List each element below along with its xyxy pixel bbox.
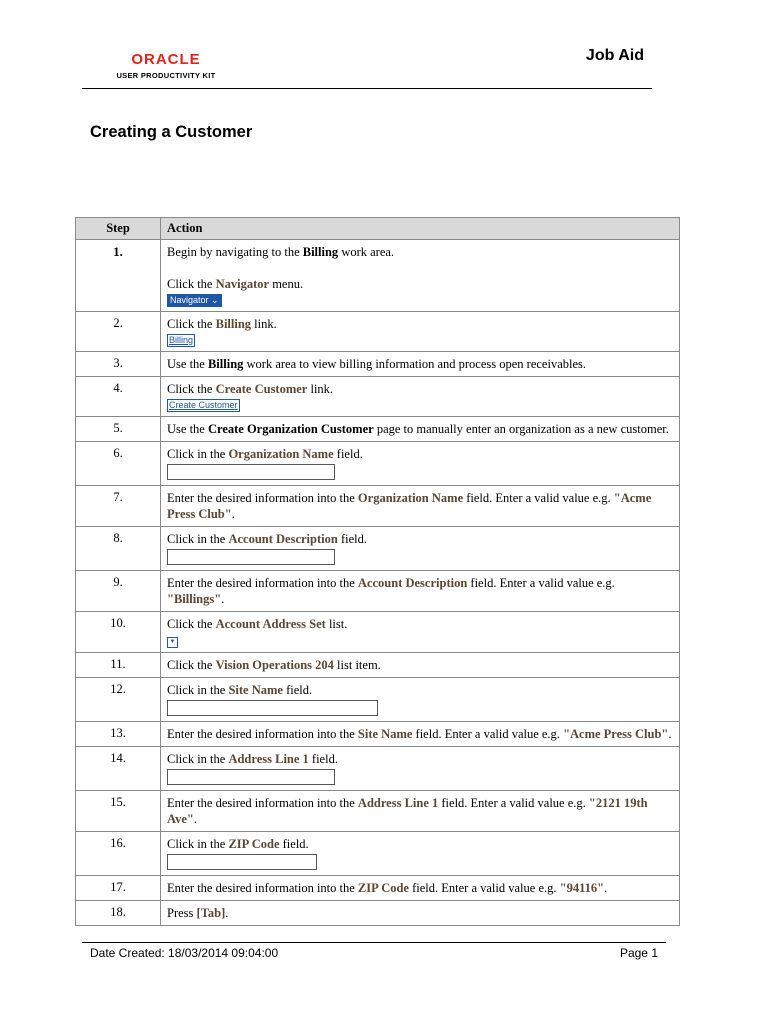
step-action: Use the Create Organization Customer page to manually enter an organization as a new customer.: [161, 417, 680, 442]
step-number: 15.: [76, 791, 161, 832]
step-action: Click in the ZIP Code field.: [161, 832, 680, 876]
step-action: Enter the desired information into the ZIP Code field. Enter a valid value e.g. "94116".: [161, 876, 680, 901]
table-row: [76, 747, 680, 791]
oracle-upk-logo: [106, 52, 226, 80]
step-action: Enter the desired information into the Address Line 1 field. Enter a valid value e.g. "2121 19th Ave".: [161, 791, 680, 832]
step-number: 18.: [76, 901, 161, 926]
col-step-header: Step: [76, 218, 161, 240]
billing-link[interactable]: Billing: [169, 335, 194, 345]
table-row: [76, 653, 680, 678]
step-number: 8.: [76, 527, 161, 571]
date-created: Date Created: 18/03/2014 09:04:00: [90, 946, 279, 960]
footer-divider: [82, 942, 666, 943]
step-number: 14.: [76, 747, 161, 791]
step-number: 6.: [76, 442, 161, 486]
header-divider: [82, 88, 652, 89]
table-row: [76, 442, 680, 486]
page-number: Page 1: [619, 946, 658, 960]
account-description-field[interactable]: [167, 549, 335, 565]
doc-type-label: Job Aid: [585, 47, 644, 64]
table-row: [76, 377, 680, 417]
site-name-field[interactable]: [167, 700, 378, 716]
step-action: Click in the Organization Name field.: [161, 442, 680, 486]
step-action: Begin by navigating to the Billing work area. Click the Navigator menu. Navigator ⌄: [161, 240, 680, 312]
step-action: Click the Account Address Set list. ▼: [161, 612, 680, 653]
step-number: 5.: [76, 417, 161, 442]
step-action: Enter the desired information into the Site Name field. Enter a valid value e.g. "Acme Press Club".: [161, 722, 680, 747]
logo-oracle-text: ORACLE: [131, 51, 201, 68]
navigator-button[interactable]: Navigator ⌄: [167, 294, 222, 307]
step-action: Press [Tab].: [161, 901, 680, 926]
table-row: [76, 612, 680, 653]
step-action: Use the Billing work area to view billing information and process open receivables.: [161, 352, 680, 377]
step-number: 4.: [76, 377, 161, 417]
step-action: Click in the Site Name field.: [161, 678, 680, 722]
table-header-row: [76, 218, 680, 240]
step-number: 13.: [76, 722, 161, 747]
step-action: Enter the desired information into the Account Description field. Enter a valid value e.g. "Billings".: [161, 571, 680, 612]
dropdown-arrow-icon[interactable]: ▼: [167, 637, 178, 648]
zip-code-field[interactable]: [167, 854, 317, 870]
organization-name-field[interactable]: [167, 464, 335, 480]
step-number: 10.: [76, 612, 161, 653]
table-row: [76, 791, 680, 832]
logo-subtitle: USER PRODUCTIVITY KIT: [116, 71, 216, 80]
step-action: Click the Billing link. Billing: [161, 312, 680, 352]
step-action: Click in the Account Description field.: [161, 527, 680, 571]
page-title: Creating a Customer: [90, 123, 253, 141]
step-number: 7.: [76, 486, 161, 527]
chevron-down-icon: ⌄: [211, 295, 219, 305]
step-action: Click in the Address Line 1 field.: [161, 747, 680, 791]
step-number: 2.: [76, 312, 161, 352]
step-action: Click the Vision Operations 204 list item.: [161, 653, 680, 678]
col-action-header: Action: [161, 218, 680, 240]
table-row: [76, 312, 680, 352]
address-line-1-field[interactable]: [167, 769, 335, 785]
step-number: 3.: [76, 352, 161, 377]
table-row: [76, 876, 680, 901]
table-row: [76, 901, 680, 926]
step-number: 17.: [76, 876, 161, 901]
step-action: Enter the desired information into the Organization Name field. Enter a valid value e.g. "Acme Press Club".: [161, 486, 680, 527]
step-action: Click the Create Customer link. Create Customer: [161, 377, 680, 417]
step-number: 1.: [76, 240, 161, 312]
table-row: [76, 678, 680, 722]
table-row: [76, 352, 680, 377]
steps-table: [75, 217, 680, 926]
step-number: 16.: [76, 832, 161, 876]
step-number: 11.: [76, 653, 161, 678]
table-row: [76, 240, 680, 312]
table-row: [76, 417, 680, 442]
create-customer-link[interactable]: Create Customer: [169, 400, 238, 410]
table-row: [76, 571, 680, 612]
table-row: [76, 527, 680, 571]
table-row: [76, 722, 680, 747]
step-number: 12.: [76, 678, 161, 722]
step-number: 9.: [76, 571, 161, 612]
table-row: [76, 486, 680, 527]
table-row: [76, 832, 680, 876]
